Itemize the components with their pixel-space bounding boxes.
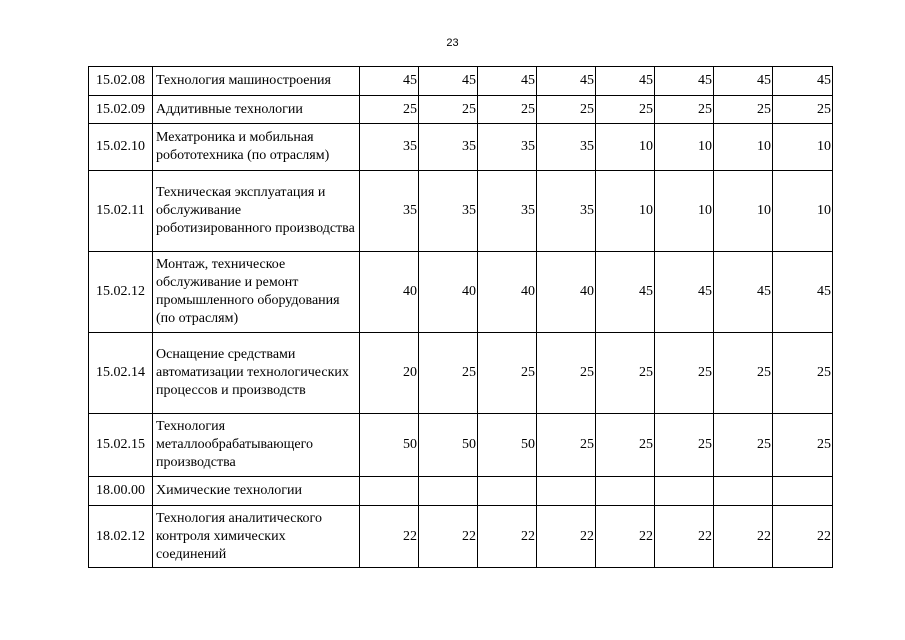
specialty-code: 15.02.14 — [89, 333, 153, 414]
value-cell: 50 — [360, 414, 419, 477]
specialty-code: 15.02.12 — [89, 252, 153, 333]
value-cell: 25 — [419, 333, 478, 414]
value-cell: 10 — [596, 171, 655, 252]
table-row — [89, 333, 833, 414]
value-cell: 50 — [419, 414, 478, 477]
value-cell: 10 — [714, 124, 773, 171]
value-cell: 45 — [596, 252, 655, 333]
value-cell: 35 — [419, 171, 478, 252]
value-cell: 22 — [773, 506, 833, 568]
value-cell: 25 — [655, 333, 714, 414]
table-row — [89, 124, 833, 171]
value-cell: 40 — [419, 252, 478, 333]
specialty-code: 18.02.12 — [89, 506, 153, 568]
specialty-name: Мехатроника и мобильная робототехника (по отраслям) — [153, 124, 360, 171]
value-cell: 25 — [537, 414, 596, 477]
value-cell: 35 — [478, 171, 537, 252]
value-cell: 22 — [360, 506, 419, 568]
value-cell: 35 — [478, 124, 537, 171]
specialty-name: Монтаж, техническое обслуживание и ремонт промышленного оборудования (по отраслям) — [153, 252, 360, 333]
value-cell: 25 — [419, 96, 478, 124]
value-cell: 22 — [537, 506, 596, 568]
value-cell: 22 — [714, 506, 773, 568]
specialty-name: Оснащение средствами автоматизации технологических процессов и производств — [153, 333, 360, 414]
value-cell — [714, 477, 773, 506]
table-row — [89, 414, 833, 477]
value-cell: 45 — [773, 67, 833, 96]
value-cell: 22 — [596, 506, 655, 568]
value-cell — [360, 477, 419, 506]
value-cell — [596, 477, 655, 506]
value-cell: 25 — [714, 333, 773, 414]
specialty-code: 15.02.11 — [89, 171, 153, 252]
value-cell: 10 — [714, 171, 773, 252]
value-cell: 45 — [714, 67, 773, 96]
value-cell: 45 — [478, 67, 537, 96]
value-cell: 10 — [773, 124, 833, 171]
value-cell: 35 — [537, 124, 596, 171]
value-cell: 10 — [655, 171, 714, 252]
value-cell — [537, 477, 596, 506]
value-cell: 25 — [478, 96, 537, 124]
value-cell: 25 — [773, 96, 833, 124]
value-cell: 22 — [478, 506, 537, 568]
value-cell: 45 — [655, 252, 714, 333]
value-cell: 45 — [714, 252, 773, 333]
table-row — [89, 96, 833, 124]
value-cell: 40 — [537, 252, 596, 333]
specialty-name: Аддитивные технологии — [153, 96, 360, 124]
value-cell: 25 — [714, 414, 773, 477]
value-cell: 25 — [537, 96, 596, 124]
value-cell: 25 — [537, 333, 596, 414]
value-cell — [478, 477, 537, 506]
table-row — [89, 477, 833, 506]
value-cell: 22 — [419, 506, 478, 568]
specialty-name: Технология машиностроения — [153, 67, 360, 96]
value-cell — [773, 477, 833, 506]
value-cell: 20 — [360, 333, 419, 414]
value-cell: 10 — [596, 124, 655, 171]
value-cell: 25 — [596, 96, 655, 124]
table-row — [89, 252, 833, 333]
specialty-name: Техническая эксплуатация и обслуживание роботизированного производства — [153, 171, 360, 252]
table-row — [89, 171, 833, 252]
value-cell: 45 — [596, 67, 655, 96]
table-body — [89, 67, 833, 568]
value-cell: 25 — [773, 414, 833, 477]
value-cell: 40 — [478, 252, 537, 333]
specialty-code: 15.02.15 — [89, 414, 153, 477]
specialty-name: Химические технологии — [153, 477, 360, 506]
value-cell: 25 — [596, 333, 655, 414]
value-cell: 45 — [655, 67, 714, 96]
value-cell — [419, 477, 478, 506]
value-cell: 45 — [537, 67, 596, 96]
value-cell: 35 — [360, 171, 419, 252]
value-cell: 10 — [655, 124, 714, 171]
value-cell: 35 — [537, 171, 596, 252]
page-number: 23 — [446, 37, 459, 49]
specialty-name: Технология металлообрабатывающего производства — [153, 414, 360, 477]
value-cell: 25 — [655, 414, 714, 477]
value-cell: 35 — [360, 124, 419, 171]
value-cell: 25 — [478, 333, 537, 414]
value-cell: 50 — [478, 414, 537, 477]
specialty-name: Технология аналитического контроля химических соединений — [153, 506, 360, 568]
value-cell: 25 — [596, 414, 655, 477]
table-row — [89, 506, 833, 568]
value-cell: 45 — [773, 252, 833, 333]
value-cell: 40 — [360, 252, 419, 333]
value-cell: 45 — [360, 67, 419, 96]
value-cell: 25 — [714, 96, 773, 124]
specialty-code: 15.02.10 — [89, 124, 153, 171]
value-cell: 25 — [655, 96, 714, 124]
value-cell — [655, 477, 714, 506]
value-cell: 10 — [773, 171, 833, 252]
specialty-code: 18.00.00 — [89, 477, 153, 506]
value-cell: 35 — [419, 124, 478, 171]
value-cell: 25 — [773, 333, 833, 414]
value-cell: 45 — [419, 67, 478, 96]
specialties-table — [88, 66, 833, 568]
specialty-code: 15.02.08 — [89, 67, 153, 96]
table-row — [89, 67, 833, 96]
value-cell: 25 — [360, 96, 419, 124]
specialty-code: 15.02.09 — [89, 96, 153, 124]
value-cell: 22 — [655, 506, 714, 568]
